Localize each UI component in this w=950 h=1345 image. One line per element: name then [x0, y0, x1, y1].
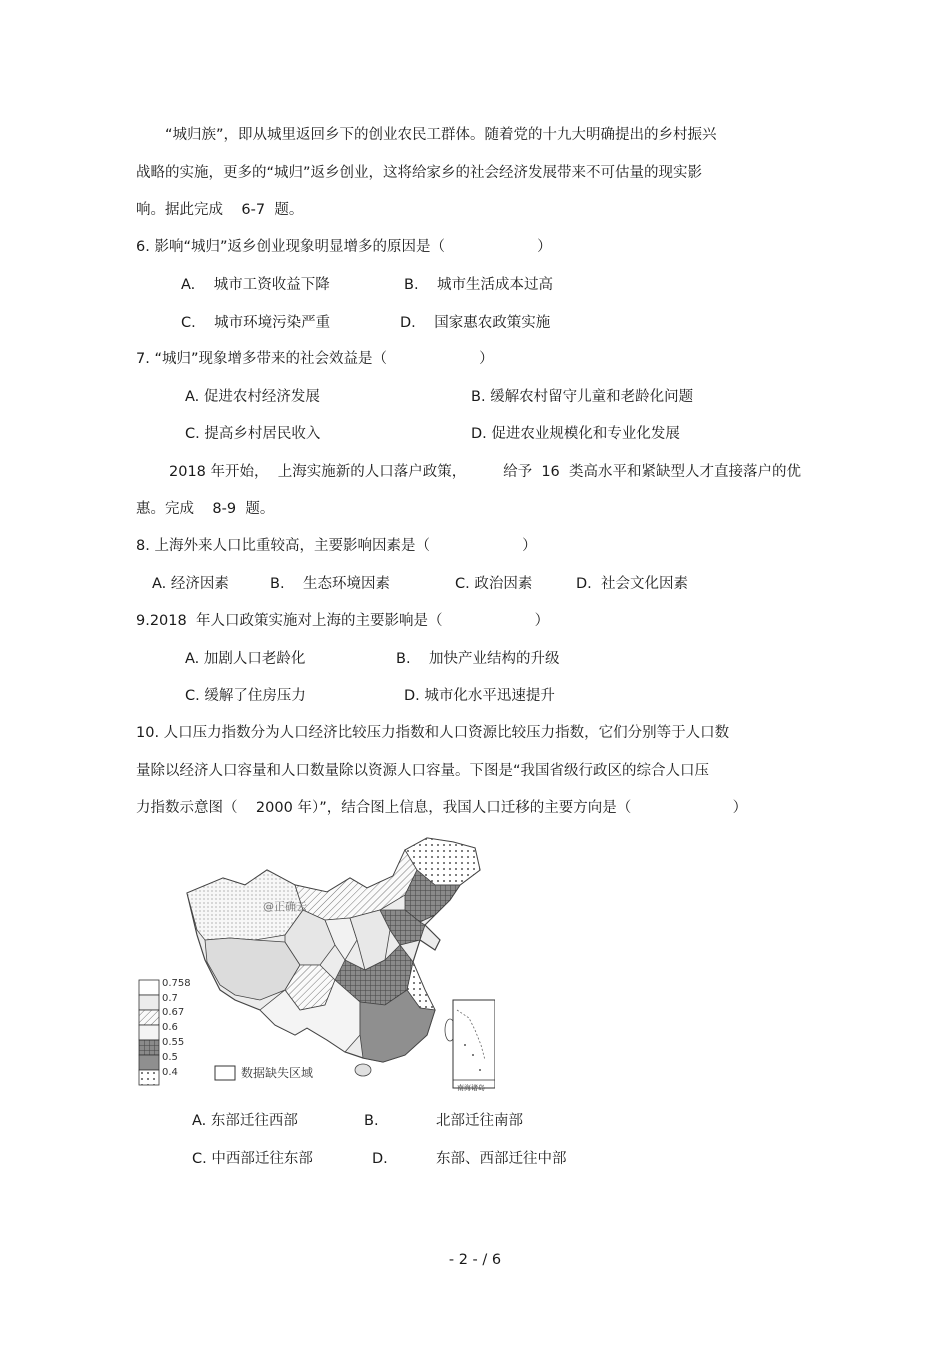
- legend-label-055: 0.55: [162, 1037, 185, 1048]
- missing-data-label: 数据缺失区域: [241, 1066, 314, 1080]
- q7-option-b: B. 缓解农村留守儿童和老龄化问题: [471, 389, 694, 405]
- q8-option-c: C. 政治因素: [455, 576, 533, 592]
- intro2-line-2: 惠。完成 8-9 题。: [136, 501, 275, 517]
- q10-stem-line-3: 力指数示意图（ 2000 年）”，结合图上信息，我国人口迁移的主要方向是（ ）: [136, 800, 748, 816]
- inset-label: 南海诸岛: [457, 1084, 485, 1092]
- q6-option-a: A. 城市工资收益下降: [181, 277, 330, 293]
- q10-option-d-text: 东部、西部迁往中部: [436, 1151, 567, 1167]
- legend-label-06: 0.6: [162, 1022, 178, 1033]
- q10-option-b: B.: [364, 1113, 379, 1129]
- q8-option-a: A. 经济因素: [152, 576, 229, 592]
- q10-option-c: C. 中西部迁往东部: [192, 1151, 313, 1167]
- south-china-sea-inset: [453, 1000, 495, 1088]
- region-hainan: [355, 1064, 371, 1076]
- legend-swatch-1: [139, 980, 159, 995]
- q9-option-c: C. 缓解了住房压力: [185, 688, 306, 704]
- q6-option-b: B. 城市生活成本过高: [404, 277, 553, 293]
- population-pressure-map: [135, 830, 495, 1095]
- legend-label-05: 0.5: [162, 1052, 178, 1063]
- legend-swatch-7: [139, 1070, 159, 1085]
- q7-option-d: D. 促进农业规模化和专业化发展: [471, 426, 680, 442]
- q6-option-c: C. 城市环境污染严重: [181, 315, 331, 331]
- china-map-svg: [135, 830, 495, 1095]
- legend-label-067: 0.67: [162, 1007, 185, 1018]
- q6-option-d: D. 国家惠农政策实施: [400, 315, 551, 331]
- q10-option-b-text: 北部迁往南部: [436, 1113, 523, 1129]
- legend-swatch-6: [139, 1055, 159, 1070]
- q9-option-b: B. 加快产业结构的升级: [396, 651, 560, 667]
- q6-stem: 6. 影响“城归”返乡创业现象明显增多的原因是（ ）: [136, 239, 552, 255]
- legend-swatch-3: [139, 1010, 159, 1025]
- legend-label-07: 0.7: [162, 993, 178, 1004]
- page-number: - 2 - / 6: [448, 1252, 502, 1268]
- legend-swatch-5: [139, 1040, 159, 1055]
- q9-option-a: A. 加剧人口老龄化: [185, 651, 306, 667]
- missing-data-swatch: [215, 1066, 235, 1080]
- q8-option-b: B. 生态环境因素: [270, 576, 390, 592]
- intro1-line-1: “城归族”，即从城里返回乡下的创业农民工群体。随着党的十九大明确提出的乡村振兴: [165, 127, 717, 143]
- legend-swatch-4: [139, 1025, 159, 1040]
- q7-option-c: C. 提高乡村居民收入: [185, 426, 321, 442]
- intro1-line-3: 响。据此完成 6-7 题。: [136, 202, 304, 218]
- map-watermark: @正确云: [263, 900, 307, 913]
- q7-stem: 7. “城归”现象增多带来的社会效益是（ ）: [136, 351, 494, 367]
- q8-option-d: D. 社会文化因素: [576, 576, 688, 592]
- q10-option-a: A. 东部迁往西部: [192, 1113, 298, 1129]
- q10-stem-line-1: 10. 人口压力指数分为人口经济比较压力指数和人口资源比较压力指数，它们分别等于人口数: [136, 725, 730, 741]
- q10-option-d: D.: [372, 1151, 388, 1167]
- legend-label-0758: 0.758: [162, 978, 191, 989]
- legend-label-04: 0.4: [162, 1067, 178, 1078]
- legend-swatch-2: [139, 995, 159, 1010]
- intro2-line-1: 2018 年开始， 上海实施新的人口落户政策， 给予 16 类高水平和紧缺型人才直接落户的优: [169, 464, 801, 480]
- map-legend: [139, 980, 159, 1085]
- q8-stem: 8. 上海外来人口比重较高，主要影响因素是（ ）: [136, 538, 537, 554]
- q9-stem: 9.2018 年人口政策实施对上海的主要影响是（ ）: [136, 613, 550, 629]
- q10-stem-line-2: 量除以经济人口容量和人口数量除以资源人口容量。下图是“我国省级行政区的综合人口压: [136, 763, 710, 779]
- q9-option-d: D. 城市化水平迅速提升: [404, 688, 555, 704]
- intro1-line-2: 战略的实施，更多的“城归”返乡创业，这将给家乡的社会经济发展带来不可估量的现实影: [136, 165, 703, 181]
- q7-option-a: A. 促进农村经济发展: [185, 389, 320, 405]
